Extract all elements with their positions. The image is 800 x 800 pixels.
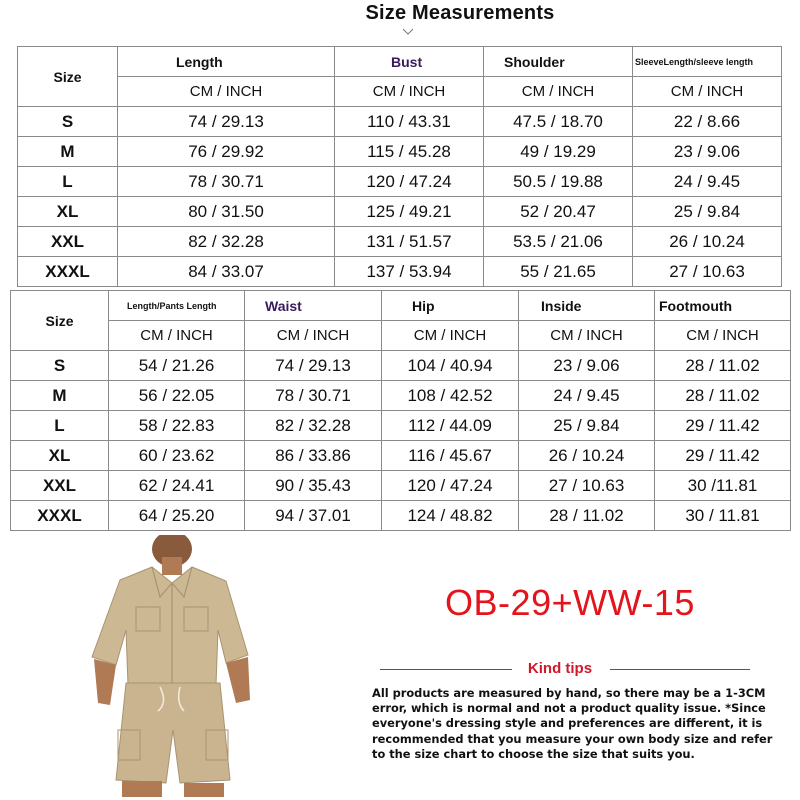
size-header: Size (18, 47, 118, 107)
bust-value: 131 / 51.57 (335, 227, 484, 257)
waist-value: 78 / 30.71 (245, 381, 382, 411)
inside-value: 27 / 10.63 (519, 471, 655, 501)
footmouth-value: 29 / 11.42 (655, 441, 791, 471)
table-row (18, 227, 782, 257)
footmouth-value: 28 / 11.02 (655, 381, 791, 411)
size-label: XL (11, 441, 109, 471)
kind-tips-title: Kind tips (527, 660, 593, 677)
inside-value: 24 / 9.45 (519, 381, 655, 411)
inside-value: 23 / 9.06 (519, 351, 655, 381)
pants-length-value: 64 / 25.20 (109, 501, 245, 531)
model-photo (80, 535, 270, 797)
pants-length-value: 62 / 24.41 (109, 471, 245, 501)
unit-label: CM / INCH (382, 321, 519, 351)
bust-value: 137 / 53.94 (335, 257, 484, 287)
size-header: Size (11, 291, 109, 351)
footmouth-value: 30 / 11.81 (655, 501, 791, 531)
unit-label: CM / INCH (335, 77, 484, 107)
length-value: 82 / 32.28 (118, 227, 335, 257)
shoulder-value: 53.5 / 21.06 (484, 227, 633, 257)
size-label: XXL (11, 471, 109, 501)
table-row (11, 351, 791, 381)
unit-label: CM / INCH (633, 77, 782, 107)
hip-value: 104 / 40.94 (382, 351, 519, 381)
length-value: 80 / 31.50 (118, 197, 335, 227)
kind-tips-line: All products are measured by hand, so there may be a 1-3CM (372, 686, 766, 700)
length-value: 78 / 30.71 (118, 167, 335, 197)
table-row (11, 441, 791, 471)
table-row (18, 167, 782, 197)
pants-length-value: 56 / 22.05 (109, 381, 245, 411)
table-row (18, 107, 782, 137)
footmouth-value: 28 / 11.02 (655, 351, 791, 381)
bust-value: 115 / 45.28 (335, 137, 484, 167)
column-header-sleeve-length: SleeveLength/sleeve length (633, 47, 782, 77)
inside-value: 25 / 9.84 (519, 411, 655, 441)
size-label: M (11, 381, 109, 411)
kind-tips-line: recommended that you measure your own body size and refer (372, 731, 773, 746)
shirt-size-table (17, 46, 782, 287)
sleeve-value: 27 / 10.63 (633, 257, 782, 287)
pants-length-value: 60 / 23.62 (109, 441, 245, 471)
table-row (18, 257, 782, 287)
size-label: XXXL (18, 257, 118, 287)
sleeve-value: 24 / 9.45 (633, 167, 782, 197)
waist-value: 86 / 33.86 (245, 441, 382, 471)
sleeve-value: 26 / 10.24 (633, 227, 782, 257)
size-label: S (18, 107, 118, 137)
shorts-size-table (10, 290, 791, 531)
unit-label: CM / INCH (655, 321, 791, 351)
size-label: M (18, 137, 118, 167)
size-label: XXXL (11, 501, 109, 531)
bust-value: 125 / 49.21 (335, 197, 484, 227)
sleeve-value: 23 / 9.06 (633, 137, 782, 167)
size-label: L (11, 411, 109, 441)
kind-tips-text (372, 686, 782, 762)
shoulder-value: 49 / 19.29 (484, 137, 633, 167)
table-row (18, 197, 782, 227)
column-header-shoulder: Shoulder (484, 47, 633, 77)
bust-value: 110 / 43.31 (335, 107, 484, 137)
hip-value: 116 / 45.67 (382, 441, 519, 471)
hip-value: 112 / 44.09 (382, 411, 519, 441)
sleeve-value: 22 / 8.66 (633, 107, 782, 137)
hip-value: 108 / 42.52 (382, 381, 519, 411)
pants-length-value: 58 / 22.83 (109, 411, 245, 441)
shoulder-value: 47.5 / 18.70 (484, 107, 633, 137)
divider (380, 669, 512, 670)
size-label: XL (18, 197, 118, 227)
inside-value: 28 / 11.02 (519, 501, 655, 531)
shoulder-value: 55 / 21.65 (484, 257, 633, 287)
table-row (11, 471, 791, 501)
inside-value: 26 / 10.24 (519, 441, 655, 471)
waist-value: 74 / 29.13 (245, 351, 382, 381)
size-label: S (11, 351, 109, 381)
length-value: 84 / 33.07 (118, 257, 335, 287)
waist-value: 90 / 35.43 (245, 471, 382, 501)
kind-tips-line: everyone's dressing style and preferences are different, it is (372, 716, 763, 731)
column-header-waist: Waist (245, 291, 382, 321)
hip-value: 120 / 47.24 (382, 471, 519, 501)
table-row (18, 137, 782, 167)
length-value: 74 / 29.13 (118, 107, 335, 137)
column-header-inside: Inside (519, 291, 655, 321)
column-header-pants-length: Length/Pants Length (109, 291, 245, 321)
unit-label: CM / INCH (245, 321, 382, 351)
unit-label: CM / INCH (484, 77, 633, 107)
column-header-hip: Hip (382, 291, 519, 321)
size-label: L (18, 167, 118, 197)
unit-label: CM / INCH (118, 77, 335, 107)
footmouth-value: 30 /11.81 (655, 471, 791, 501)
divider (610, 669, 750, 670)
unit-label: CM / INCH (109, 321, 245, 351)
table-row (11, 381, 791, 411)
bust-value: 120 / 47.24 (335, 167, 484, 197)
shoulder-value: 52 / 20.47 (484, 197, 633, 227)
waist-value: 94 / 37.01 (245, 501, 382, 531)
waist-value: 82 / 32.28 (245, 411, 382, 441)
chevron-down-icon (402, 26, 414, 38)
footmouth-value: 29 / 11.42 (655, 411, 791, 441)
pants-length-value: 54 / 21.26 (109, 351, 245, 381)
product-code: OB-29+WW-15 (445, 582, 695, 623)
kind-tips-line: error, which is normal and not a product quality issue. *Since (372, 701, 766, 716)
length-value: 76 / 29.92 (118, 137, 335, 167)
column-header-length: Length (118, 47, 335, 77)
unit-label: CM / INCH (519, 321, 655, 351)
column-header-bust: Bust (335, 47, 484, 77)
hip-value: 124 / 48.82 (382, 501, 519, 531)
shoulder-value: 50.5 / 19.88 (484, 167, 633, 197)
size-label: XXL (18, 227, 118, 257)
kind-tips-line: to the size chart to choose the size that suits you. (372, 746, 695, 761)
table-row (11, 411, 791, 441)
table-row (11, 501, 791, 531)
page-title: Size Measurements (365, 2, 555, 24)
sleeve-value: 25 / 9.84 (633, 197, 782, 227)
column-header-footmouth: Footmouth (655, 291, 791, 321)
